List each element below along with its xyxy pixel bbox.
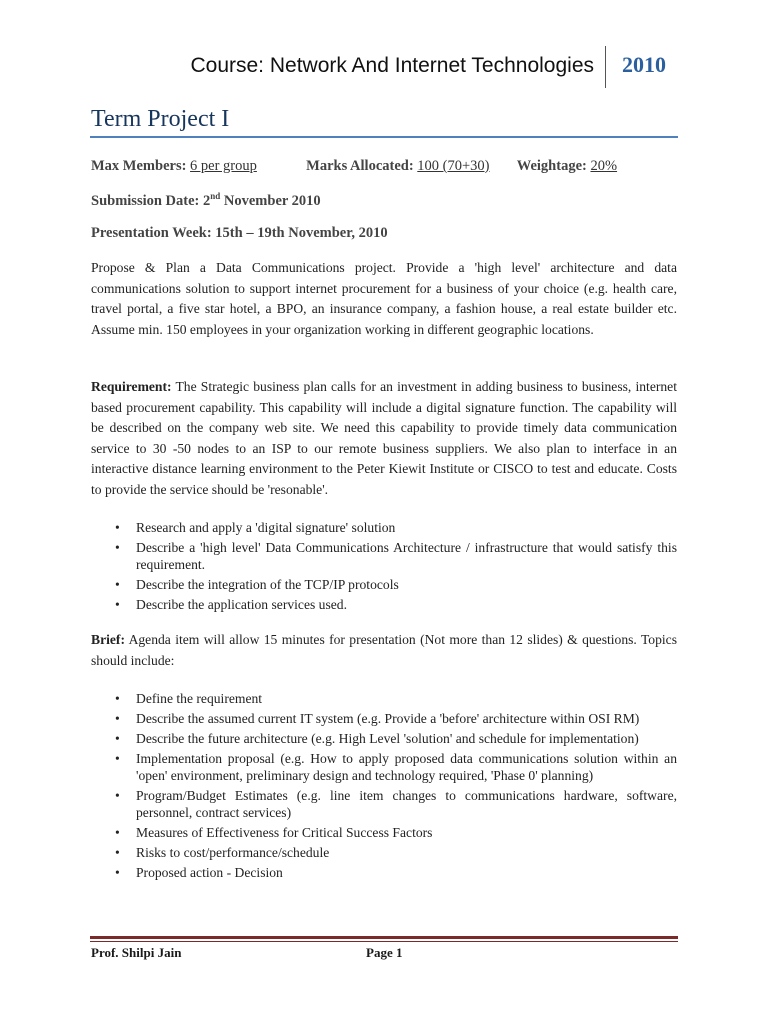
brief-label: Brief: <box>91 632 125 647</box>
footer-rule-thin <box>90 941 678 942</box>
requirement-text: The Strategic business plan calls for an investment in adding business to business, internet based procurement capability. This capability will include a digital signature function. The capability will be described on the company web site. We need this capability to provide timely data communication service to 30 -50 nodes to an ISP to our remote business suppliers. We also plan to interface in an interactive distance learning environment to the Peter Kiewit Institute or CISCO to test and educate. Costs to provide the service should be 'resonable'. <box>91 379 677 497</box>
header-divider <box>605 46 606 88</box>
course-title: Course: Network And Internet Technologies <box>190 54 594 77</box>
submission-label: Submission Date: 2 <box>91 192 211 209</box>
submission-sup: nd <box>210 191 221 201</box>
list-item: • Proposed action - Decision <box>91 864 677 881</box>
brief-text: Agenda item will allow 15 minutes for presentation (Not more than 12 slides) & questions. Topics should include: <box>91 632 677 668</box>
brief-list <box>91 690 677 881</box>
list-item: • Measures of Effectiveness for Critical Success Factors <box>91 824 677 841</box>
requirement-paragraph <box>91 377 677 500</box>
footer-rule-thick <box>90 936 678 939</box>
max-members-label: Max Members: <box>91 158 187 174</box>
weightage-value: 20% <box>590 158 618 174</box>
list-item: • Program/Budget Estimates (e.g. line item changes to communications hardware, software, personnel, contract services) <box>91 787 677 821</box>
submission-date <box>91 191 321 210</box>
requirement-label: Requirement: <box>91 379 172 394</box>
max-members-value: 6 per group <box>190 158 257 174</box>
footer-page-number: Page 1 <box>366 945 403 960</box>
list-item: • Describe the assumed current IT system (e.g. Provide a 'before' architecture within OSI RM) <box>91 710 677 727</box>
list-item: • Implementation proposal (e.g. How to apply proposed data communications solution within an 'open' environment, preliminary design and technology required, 'Phase 0' planning) <box>91 750 677 784</box>
presentation-text: Presentation Week: 15th – 19th November, 2010 <box>91 225 388 241</box>
list-item: • Describe the application services used. <box>91 596 677 613</box>
requirement-list <box>91 519 677 613</box>
footer-author: Prof. Shilpi Jain <box>91 945 182 960</box>
list-item: • Define the requirement <box>91 690 677 707</box>
brief-paragraph <box>91 630 677 671</box>
list-item: • Describe the integration of the TCP/IP protocols <box>91 576 677 593</box>
presentation-week <box>91 225 388 242</box>
intro-paragraph: Propose & Plan a Data Communications project. Provide a 'high level' architecture and data communications solution to support internet procurement for a business of your choice (e.g. health care, travel portal, a five star hotel, a BPO, an insurance company, a fashion house, a real estate builder etc. Assume min. 150 employees in your organization working in different geographic locations. <box>91 260 677 337</box>
document-title: Term Project I <box>91 106 230 132</box>
page-header <box>90 42 678 92</box>
list-item: • Describe a 'high level' Data Communications Architecture / infrastructure that would satisfy this requirement. <box>91 539 677 573</box>
marks-label: Marks Allocated: <box>306 158 414 174</box>
marks-value: 100 (70+30) <box>417 158 490 174</box>
meta-members-marks <box>91 158 617 175</box>
list-item: • Research and apply a 'digital signature' solution <box>91 519 677 536</box>
list-item: • Describe the future architecture (e.g. High Level 'solution' and schedule for implementation) <box>91 730 677 747</box>
title-rule <box>90 136 678 138</box>
submission-rest: November 2010 <box>220 192 321 209</box>
list-item: • Risks to cost/performance/schedule <box>91 844 677 861</box>
weightage-label: Weightage: <box>516 158 587 174</box>
header-year: 2010 <box>622 52 666 77</box>
